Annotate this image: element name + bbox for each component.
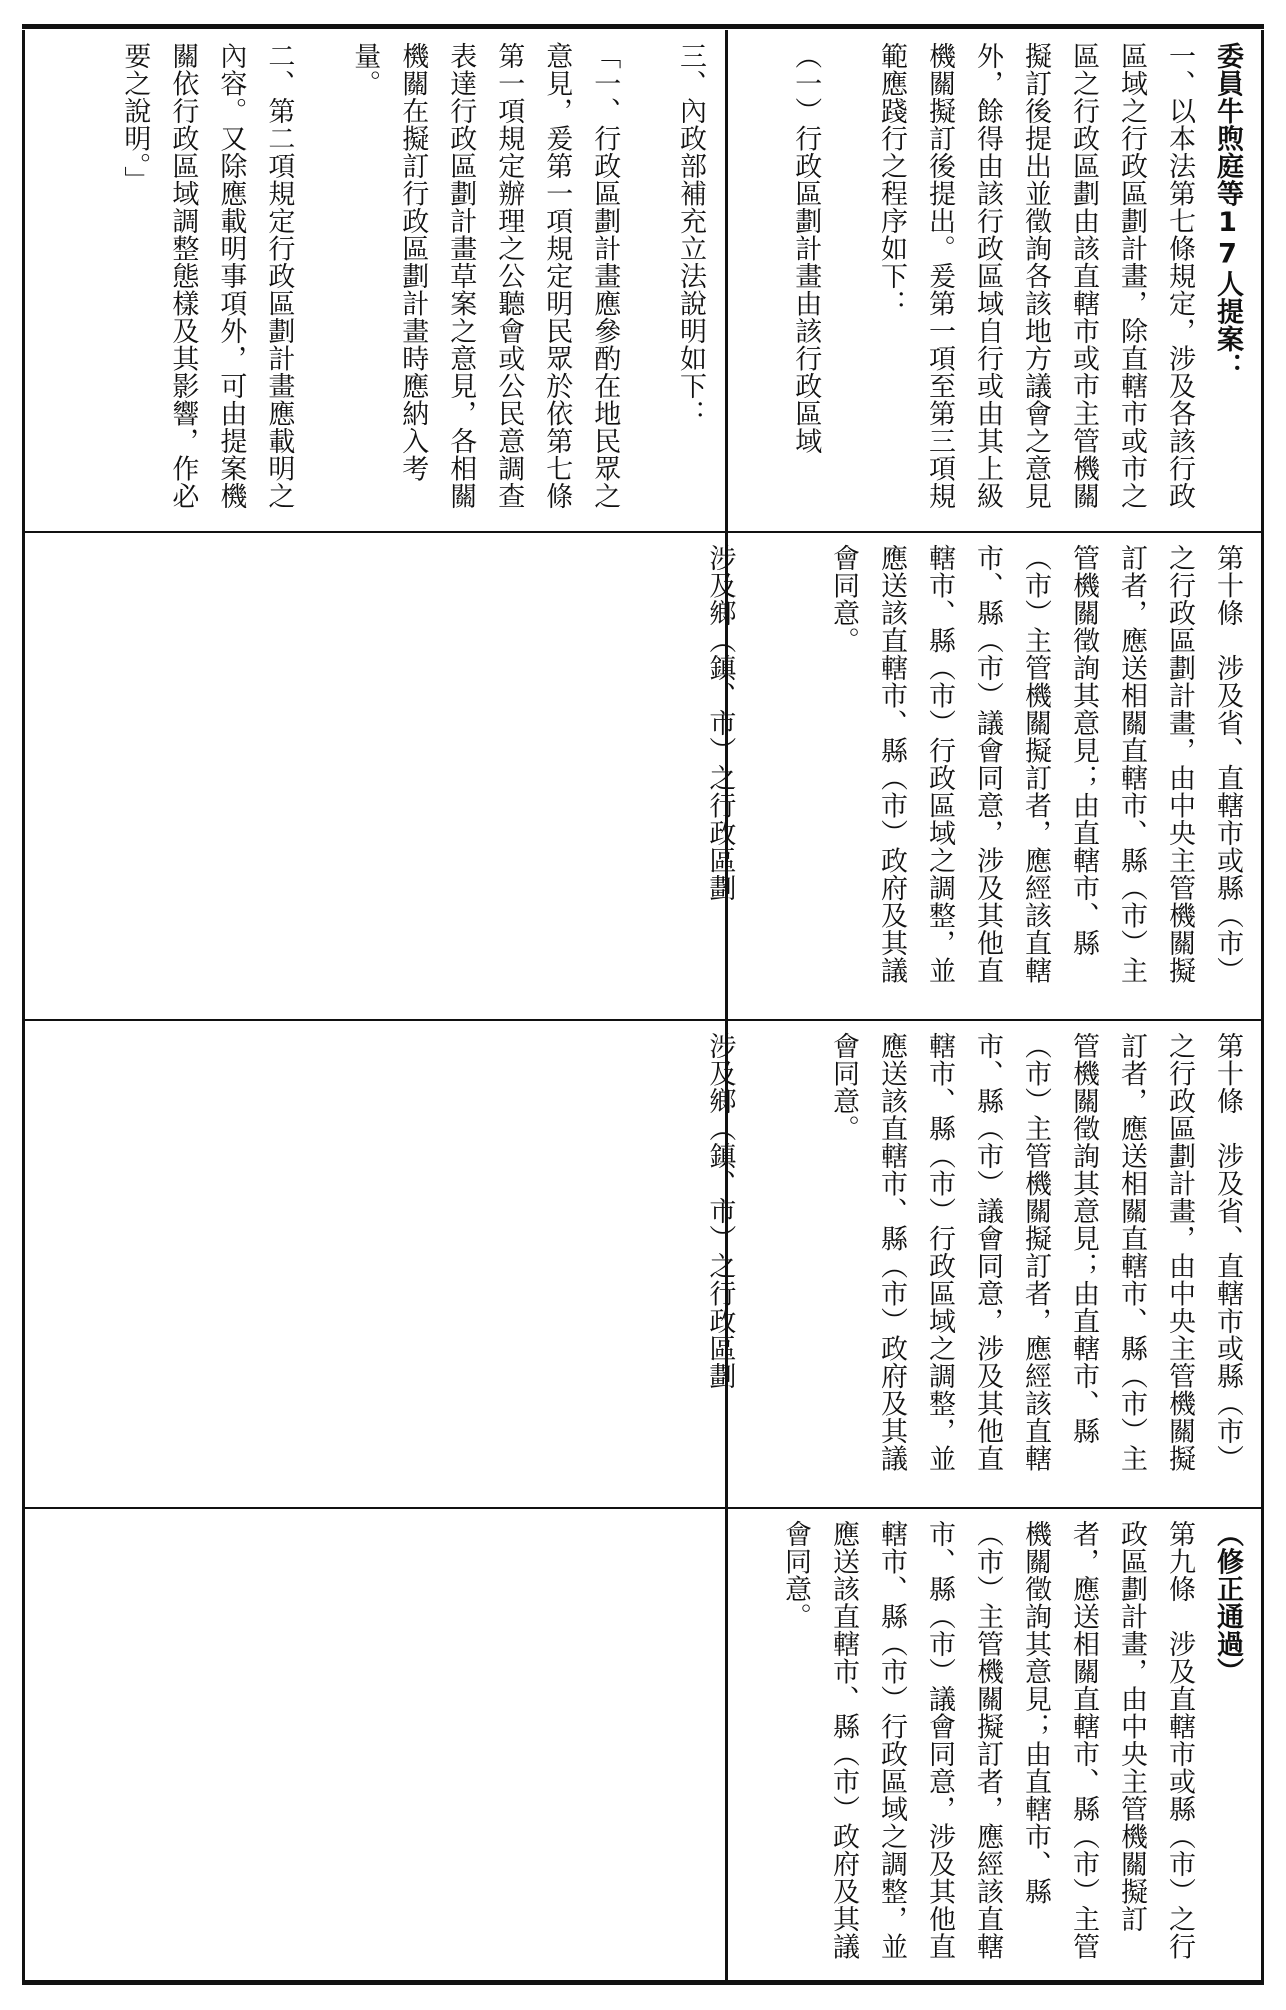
cell-ministry-note [30,34,720,526]
proposal-heading: 委員牛煦庭等17人提案： [1212,42,1243,380]
row-divider-2 [22,1019,1264,1021]
cell-empty-3 [30,1024,720,1502]
cell-niu-proposal [731,34,1257,526]
ministry-note-para-1: 「一、行政區劃計畫應參酌在地民眾之意見，爰第一項規定明民眾於依第七條第一項規定辦理之公聽會或公民意調查表達行政區劃計畫草案之意見，各相關機關在擬訂行政區劃計畫時應納入考量。 [349,42,621,510]
table-right-border [1261,30,1264,1985]
table-bottom-border [22,1980,1264,1985]
passed-article-text: 第九條 涉及直轄市或縣（市）之行政區劃計畫，由中央主管機關擬訂者，應送相關直轄市、縣（市）主管機關徵詢其意見；由直轄市、縣（市）主管機關擬訂者，應經該直轄市、縣（市）議會同意，涉及其他直轄市、縣（市）行政區域之調整，並應送該直轄市、縣（市）政府及其議會同意。 [780,1520,1195,1960]
proposal-para-2: （一）行政區劃計畫由該行政區域 [790,42,822,455]
row-divider-3 [22,1507,1264,1509]
cell-article-10-a [704,536,1257,1014]
article-b-line-1: 第十條 涉及省、直轄市或縣（市）之行政區劃計畫，由中央主管機關擬訂者，應送相關直轄市、縣（市）主管機關徵詢其意見；由直轄市、縣（市）主管機關擬訂者，應經該直轄市、縣（市）議會同意，涉及其他直轄市、縣（市）行政區域之調整，並應送該直轄市、縣（市）政府及其議會同意。 [828,1032,1243,1472]
cell-article-10-b [704,1024,1257,1502]
ministry-note-para-2: 二、第二項規定行政區劃計畫應載明之內容。又除應載明事項外，可由提案機關依行政區域調整態樣及其影響，作必要之說明。」 [119,42,295,510]
cell-empty-4 [30,1512,720,1976]
article-b-line-2: 涉及鄉（鎮、市）之行政區劃 [704,1032,736,1390]
cell-empty-2 [30,536,720,1014]
passed-heading: （修正通過） [1212,1520,1243,1685]
table-left-border [22,30,25,1985]
ministry-note-heading: 三、內政部補充立法說明如下： [675,42,706,427]
table-top-border [22,24,1264,29]
cell-passed-article-9 [731,1512,1257,1976]
row-divider-1 [22,531,1264,533]
article-a-line-2: 涉及鄉（鎮、市）之行政區劃 [704,544,736,902]
proposal-para-1: 一、以本法第七條規定，涉及各該行政區域之行政區劃計畫，除直轄市或市之區之行政區劃由該直轄市或市主管機關擬訂後提出並徵詢各該地方議會之意見外，餘得由該行政區域自行或由其上級機關擬訂後提出。爰第一項至第三項規範應踐行之程序如下： [876,42,1195,510]
article-a-line-1: 第十條 涉及省、直轄市或縣（市）之行政區劃計畫，由中央主管機關擬訂者，應送相關直轄市、縣（市）主管機關徵詢其意見；由直轄市、縣（市）主管機關擬訂者，應經該直轄市、縣（市）議會同意，涉及其他直轄市、縣（市）行政區域之調整，並應送該直轄市、縣（市）政府及其議會同意。 [828,544,1243,984]
